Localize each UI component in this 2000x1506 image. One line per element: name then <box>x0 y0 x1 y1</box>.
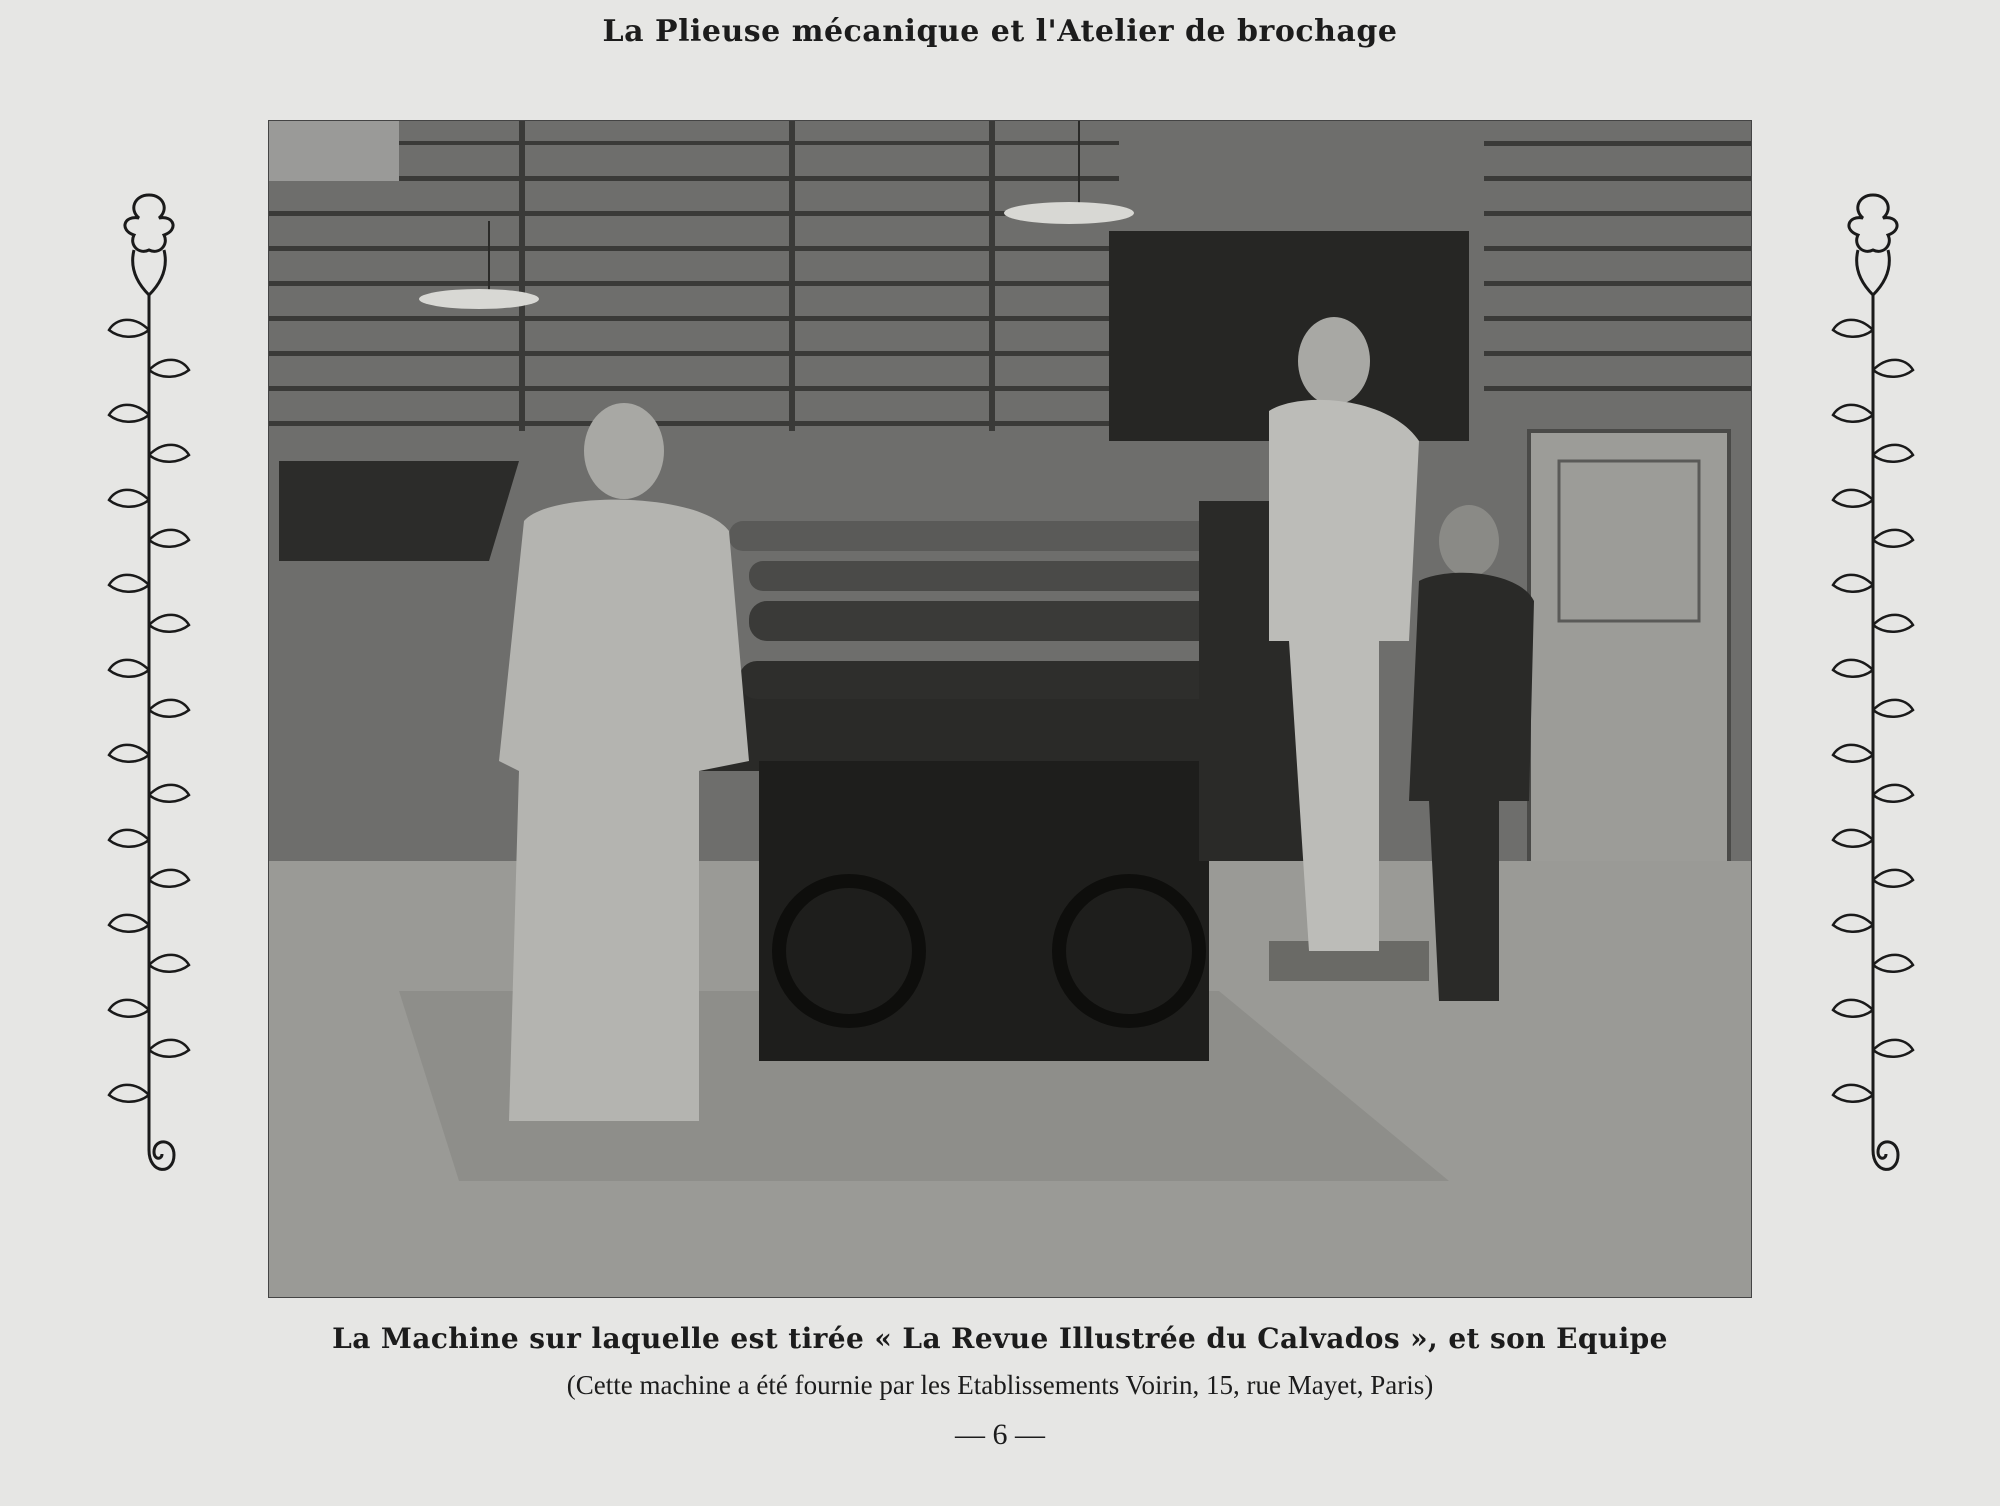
photo-illustration <box>269 121 1751 1297</box>
window-panel <box>269 121 399 181</box>
type-case <box>279 461 519 561</box>
printing-press-photo <box>268 120 1752 1298</box>
page-number: — 6 — <box>955 1418 1045 1451</box>
floral-vine-ornament-left <box>104 190 194 1200</box>
photo-caption: La Machine sur laquelle est tirée « La Revue Illustrée du Calvados », et son Equipe <box>332 1322 1668 1355</box>
photo-subcaption: (Cette machine a été fournie par les Etablissements Voirin, 15, rue Mayet, Paris) <box>566 1370 1434 1400</box>
page-title: La Plieuse mécanique et l'Atelier de brochage <box>602 14 1398 49</box>
floral-vine-ornament-right <box>1828 190 1918 1200</box>
